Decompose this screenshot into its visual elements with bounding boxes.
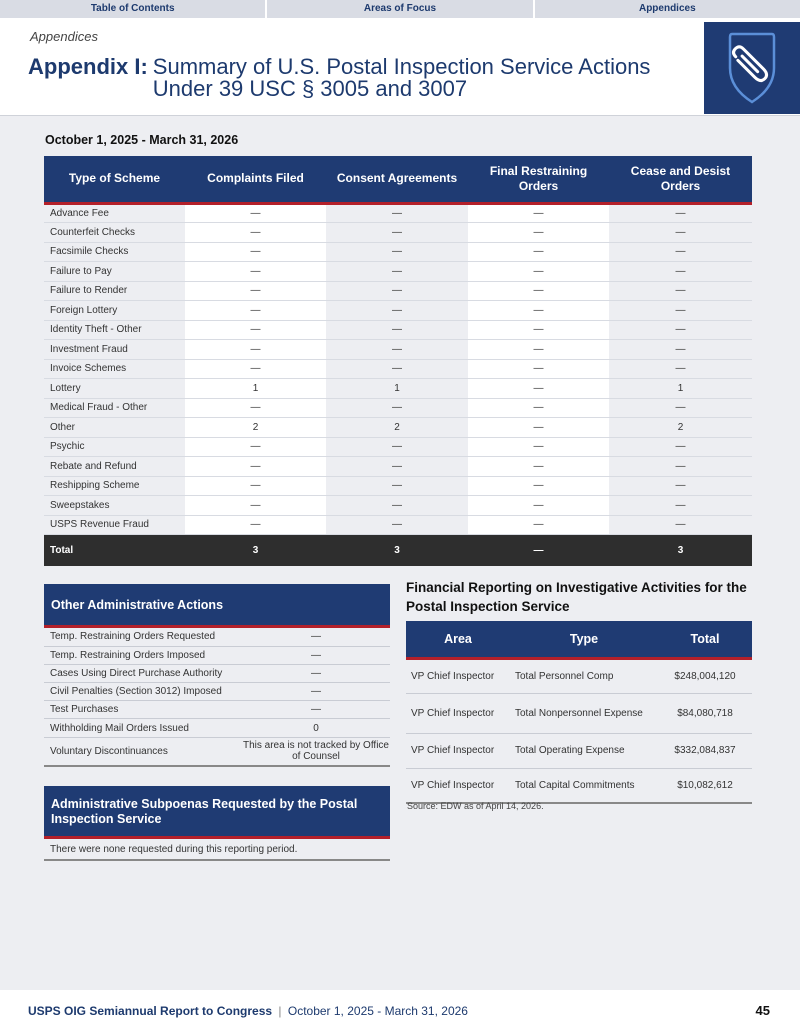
tab-appendices[interactable]: Appendices [638, 3, 696, 14]
table-row [44, 242, 752, 262]
col-area: Area [406, 621, 510, 658]
admin-action-value: — [242, 683, 390, 701]
table-row [406, 658, 752, 693]
scheme-name-cell: Lottery [44, 379, 185, 399]
table-row [44, 683, 390, 701]
source-note: Source: EDW as of April 14, 2026. [407, 801, 544, 811]
table-row [44, 262, 752, 282]
scheme-name-cell: Facsimile Checks [44, 242, 185, 262]
table-row [406, 768, 752, 803]
scheme-name-cell: Investment Fraud [44, 340, 185, 360]
consent-agreements-cell: — [326, 262, 468, 282]
complaints-filed-cell: — [185, 340, 326, 360]
final-restraining-orders-cell: — [468, 496, 609, 516]
cease-desist-orders-cell: — [609, 262, 752, 282]
table-row [44, 737, 390, 766]
complaints-filed-cell: — [185, 203, 326, 223]
financial-area-cell: VP Chief Inspector [406, 693, 510, 733]
cease-desist-orders-cell: — [609, 515, 752, 535]
scheme-name-cell: USPS Revenue Fraud [44, 515, 185, 535]
table-row [44, 496, 752, 516]
cease-desist-orders-cell: — [609, 203, 752, 223]
consent-agreements-cell: — [326, 223, 468, 243]
section-label: Appendices [30, 29, 98, 44]
footer-period: October 1, 2025 - March 31, 2026 [287, 1004, 468, 1018]
paperclip-shield-icon [704, 22, 800, 114]
scheme-name-cell: Foreign Lottery [44, 301, 185, 321]
complaints-filed-cell: — [185, 242, 326, 262]
total-cease-desist: 3 [609, 535, 752, 566]
cease-desist-orders-cell: 2 [609, 418, 752, 438]
financial-header-row [406, 621, 752, 658]
complaints-filed-cell: 1 [185, 379, 326, 399]
complaints-filed-cell: — [185, 515, 326, 535]
financial-type-cell: Total Operating Expense [510, 733, 658, 768]
financial-type-cell: Total Personnel Comp [510, 658, 658, 693]
table-row [44, 457, 752, 477]
cease-desist-orders-cell: — [609, 476, 752, 496]
admin-actions-table [44, 628, 390, 767]
complaints-filed-cell: — [185, 398, 326, 418]
complaints-filed-cell: — [185, 359, 326, 379]
scheme-name-cell: Counterfeit Checks [44, 223, 185, 243]
consent-agreements-cell: — [326, 203, 468, 223]
col-complaints-filed: Complaints Filed [185, 156, 326, 203]
financial-area-cell: VP Chief Inspector [406, 768, 510, 803]
table-row [44, 515, 752, 535]
footer-separator: | [278, 1004, 282, 1018]
admin-action-label: Temp. Restraining Orders Imposed [44, 646, 242, 664]
scheme-name-cell: Identity Theft - Other [44, 320, 185, 340]
consent-agreements-cell: — [326, 320, 468, 340]
total-label: Total [44, 535, 185, 566]
table-row [44, 281, 752, 301]
page-title [28, 56, 698, 100]
cease-desist-orders-cell: — [609, 223, 752, 243]
cease-desist-orders-cell: — [609, 281, 752, 301]
consent-agreements-cell: — [326, 242, 468, 262]
financial-total-cell: $332,084,837 [658, 733, 752, 768]
appendix-title: Summary of U.S. Postal Inspection Service Actions Under 39 USC § 3005 and 3007 [152, 56, 651, 100]
consent-agreements-cell: — [326, 515, 468, 535]
scheme-name-cell: Invoice Schemes [44, 359, 185, 379]
admin-action-value: — [242, 646, 390, 664]
consent-agreements-cell: — [326, 301, 468, 321]
final-restraining-orders-cell: — [468, 320, 609, 340]
top-nav [0, 0, 800, 18]
scheme-actions-table [44, 156, 752, 566]
subpoenas-note: There were none requested during this reporting period. [44, 839, 390, 861]
table-row [44, 301, 752, 321]
final-restraining-orders-cell: — [468, 476, 609, 496]
consent-agreements-cell: 1 [326, 379, 468, 399]
admin-action-value: — [242, 701, 390, 719]
consent-agreements-cell: — [326, 340, 468, 360]
table-row [406, 693, 752, 733]
final-restraining-orders-cell: — [468, 203, 609, 223]
scheme-name-cell: Rebate and Refund [44, 457, 185, 477]
final-restraining-orders-cell: — [468, 242, 609, 262]
col-consent-agreements: Consent Agreements [326, 156, 468, 203]
financial-total-cell: $84,080,718 [658, 693, 752, 733]
final-restraining-orders-cell: — [468, 379, 609, 399]
complaints-filed-cell: 2 [185, 418, 326, 438]
complaints-filed-cell: — [185, 262, 326, 282]
total-complaints: 3 [185, 535, 326, 566]
admin-action-label: Test Purchases [44, 701, 242, 719]
consent-agreements-cell: — [326, 281, 468, 301]
total-row [44, 535, 752, 566]
footer-brand: USPS OIG Semiannual Report to Congress [28, 1004, 273, 1018]
table-header-row [44, 156, 752, 203]
table-row [44, 203, 752, 223]
complaints-filed-cell: — [185, 457, 326, 477]
admin-action-label: Voluntary Discontinuances [44, 737, 242, 766]
table-row [44, 223, 752, 243]
scheme-name-cell: Psychic [44, 437, 185, 457]
col-type-of-scheme: Type of Scheme [44, 156, 185, 203]
table-row [406, 733, 752, 768]
consent-agreements-cell: — [326, 496, 468, 516]
cease-desist-orders-cell: — [609, 437, 752, 457]
table-row [44, 476, 752, 496]
admin-action-value: 0 [242, 719, 390, 737]
scheme-name-cell: Failure to Pay [44, 262, 185, 282]
cease-desist-orders-cell: — [609, 340, 752, 360]
table-row [44, 320, 752, 340]
scheme-name-cell: Sweepstakes [44, 496, 185, 516]
footer-text [28, 1004, 468, 1018]
financial-total-cell: $10,082,612 [658, 768, 752, 803]
col-cease-and-desist-orders: Cease and Desist Orders [609, 156, 752, 203]
scheme-name-cell: Other [44, 418, 185, 438]
financial-area-cell: VP Chief Inspector [406, 733, 510, 768]
final-restraining-orders-cell: — [468, 437, 609, 457]
final-restraining-orders-cell: — [468, 359, 609, 379]
cease-desist-orders-cell: — [609, 242, 752, 262]
final-restraining-orders-cell: — [468, 262, 609, 282]
cease-desist-orders-cell: 1 [609, 379, 752, 399]
admin-action-value: — [242, 664, 390, 682]
final-restraining-orders-cell: — [468, 515, 609, 535]
admin-action-label: Cases Using Direct Purchase Authority [44, 664, 242, 682]
table-row [44, 418, 752, 438]
table-row [44, 701, 390, 719]
consent-agreements-cell: — [326, 476, 468, 496]
table-row [44, 379, 752, 399]
table-row [44, 664, 390, 682]
table-row [44, 719, 390, 737]
final-restraining-orders-cell: — [468, 398, 609, 418]
consent-agreements-cell: — [326, 457, 468, 477]
consent-agreements-cell: — [326, 398, 468, 418]
appendix-number: Appendix I: [28, 54, 148, 79]
admin-action-label: Withholding Mail Orders Issued [44, 719, 242, 737]
page-footer [0, 990, 800, 1027]
financial-total-cell: $248,004,120 [658, 658, 752, 693]
complaints-filed-cell: — [185, 223, 326, 243]
complaints-filed-cell: — [185, 320, 326, 340]
cease-desist-orders-cell: — [609, 496, 752, 516]
final-restraining-orders-cell: — [468, 301, 609, 321]
page-number: 45 [755, 1003, 770, 1018]
financial-table [406, 621, 752, 804]
col-final-restraining-orders: Final Restraining Orders [468, 156, 609, 203]
subpoenas-title: Administrative Subpoenas Requested by the Postal Inspection Service [44, 786, 390, 839]
final-restraining-orders-cell: — [468, 457, 609, 477]
cease-desist-orders-cell: — [609, 398, 752, 418]
consent-agreements-cell: — [326, 437, 468, 457]
complaints-filed-cell: — [185, 281, 326, 301]
financial-area-cell: VP Chief Inspector [406, 658, 510, 693]
col-total: Total [658, 621, 752, 658]
financial-title: Financial Reporting on Investigative Activities for the Postal Inspection Service [406, 580, 747, 614]
table-row [44, 437, 752, 457]
table-row [44, 628, 390, 646]
total-final-restraining: — [468, 535, 609, 566]
consent-agreements-cell: 2 [326, 418, 468, 438]
final-restraining-orders-cell: — [468, 223, 609, 243]
complaints-filed-cell: — [185, 301, 326, 321]
admin-action-label: Civil Penalties (Section 3012) Imposed [44, 683, 242, 701]
admin-actions-title: Other Administrative Actions [44, 584, 390, 628]
scheme-name-cell: Failure to Render [44, 281, 185, 301]
cease-desist-orders-cell: — [609, 320, 752, 340]
admin-action-value: This area is not tracked by Office of Counsel [242, 737, 390, 766]
table-row [44, 359, 752, 379]
admin-action-value: — [242, 628, 390, 646]
final-restraining-orders-cell: — [468, 340, 609, 360]
cease-desist-orders-cell: — [609, 359, 752, 379]
complaints-filed-cell: — [185, 476, 326, 496]
financial-type-cell: Total Capital Commitments [510, 768, 658, 803]
table-row [44, 340, 752, 360]
consent-agreements-cell: — [326, 359, 468, 379]
tab-table-of-contents[interactable]: Table of Contents [0, 0, 267, 18]
scheme-name-cell: Advance Fee [44, 203, 185, 223]
page-header [0, 18, 800, 116]
final-restraining-orders-cell: — [468, 418, 609, 438]
reporting-period: October 1, 2025 - March 31, 2026 [45, 133, 239, 147]
admin-action-label: Temp. Restraining Orders Requested [44, 628, 242, 646]
table-row [44, 646, 390, 664]
complaints-filed-cell: — [185, 496, 326, 516]
tab-areas-of-focus[interactable]: Areas of Focus [267, 0, 534, 18]
scheme-name-cell: Medical Fraud - Other [44, 398, 185, 418]
table-row [44, 398, 752, 418]
col-type: Type [510, 621, 658, 658]
cease-desist-orders-cell: — [609, 457, 752, 477]
total-consent: 3 [326, 535, 468, 566]
scheme-name-cell: Reshipping Scheme [44, 476, 185, 496]
complaints-filed-cell: — [185, 437, 326, 457]
cease-desist-orders-cell: — [609, 301, 752, 321]
final-restraining-orders-cell: — [468, 281, 609, 301]
financial-type-cell: Total Nonpersonnel Expense [510, 693, 658, 733]
